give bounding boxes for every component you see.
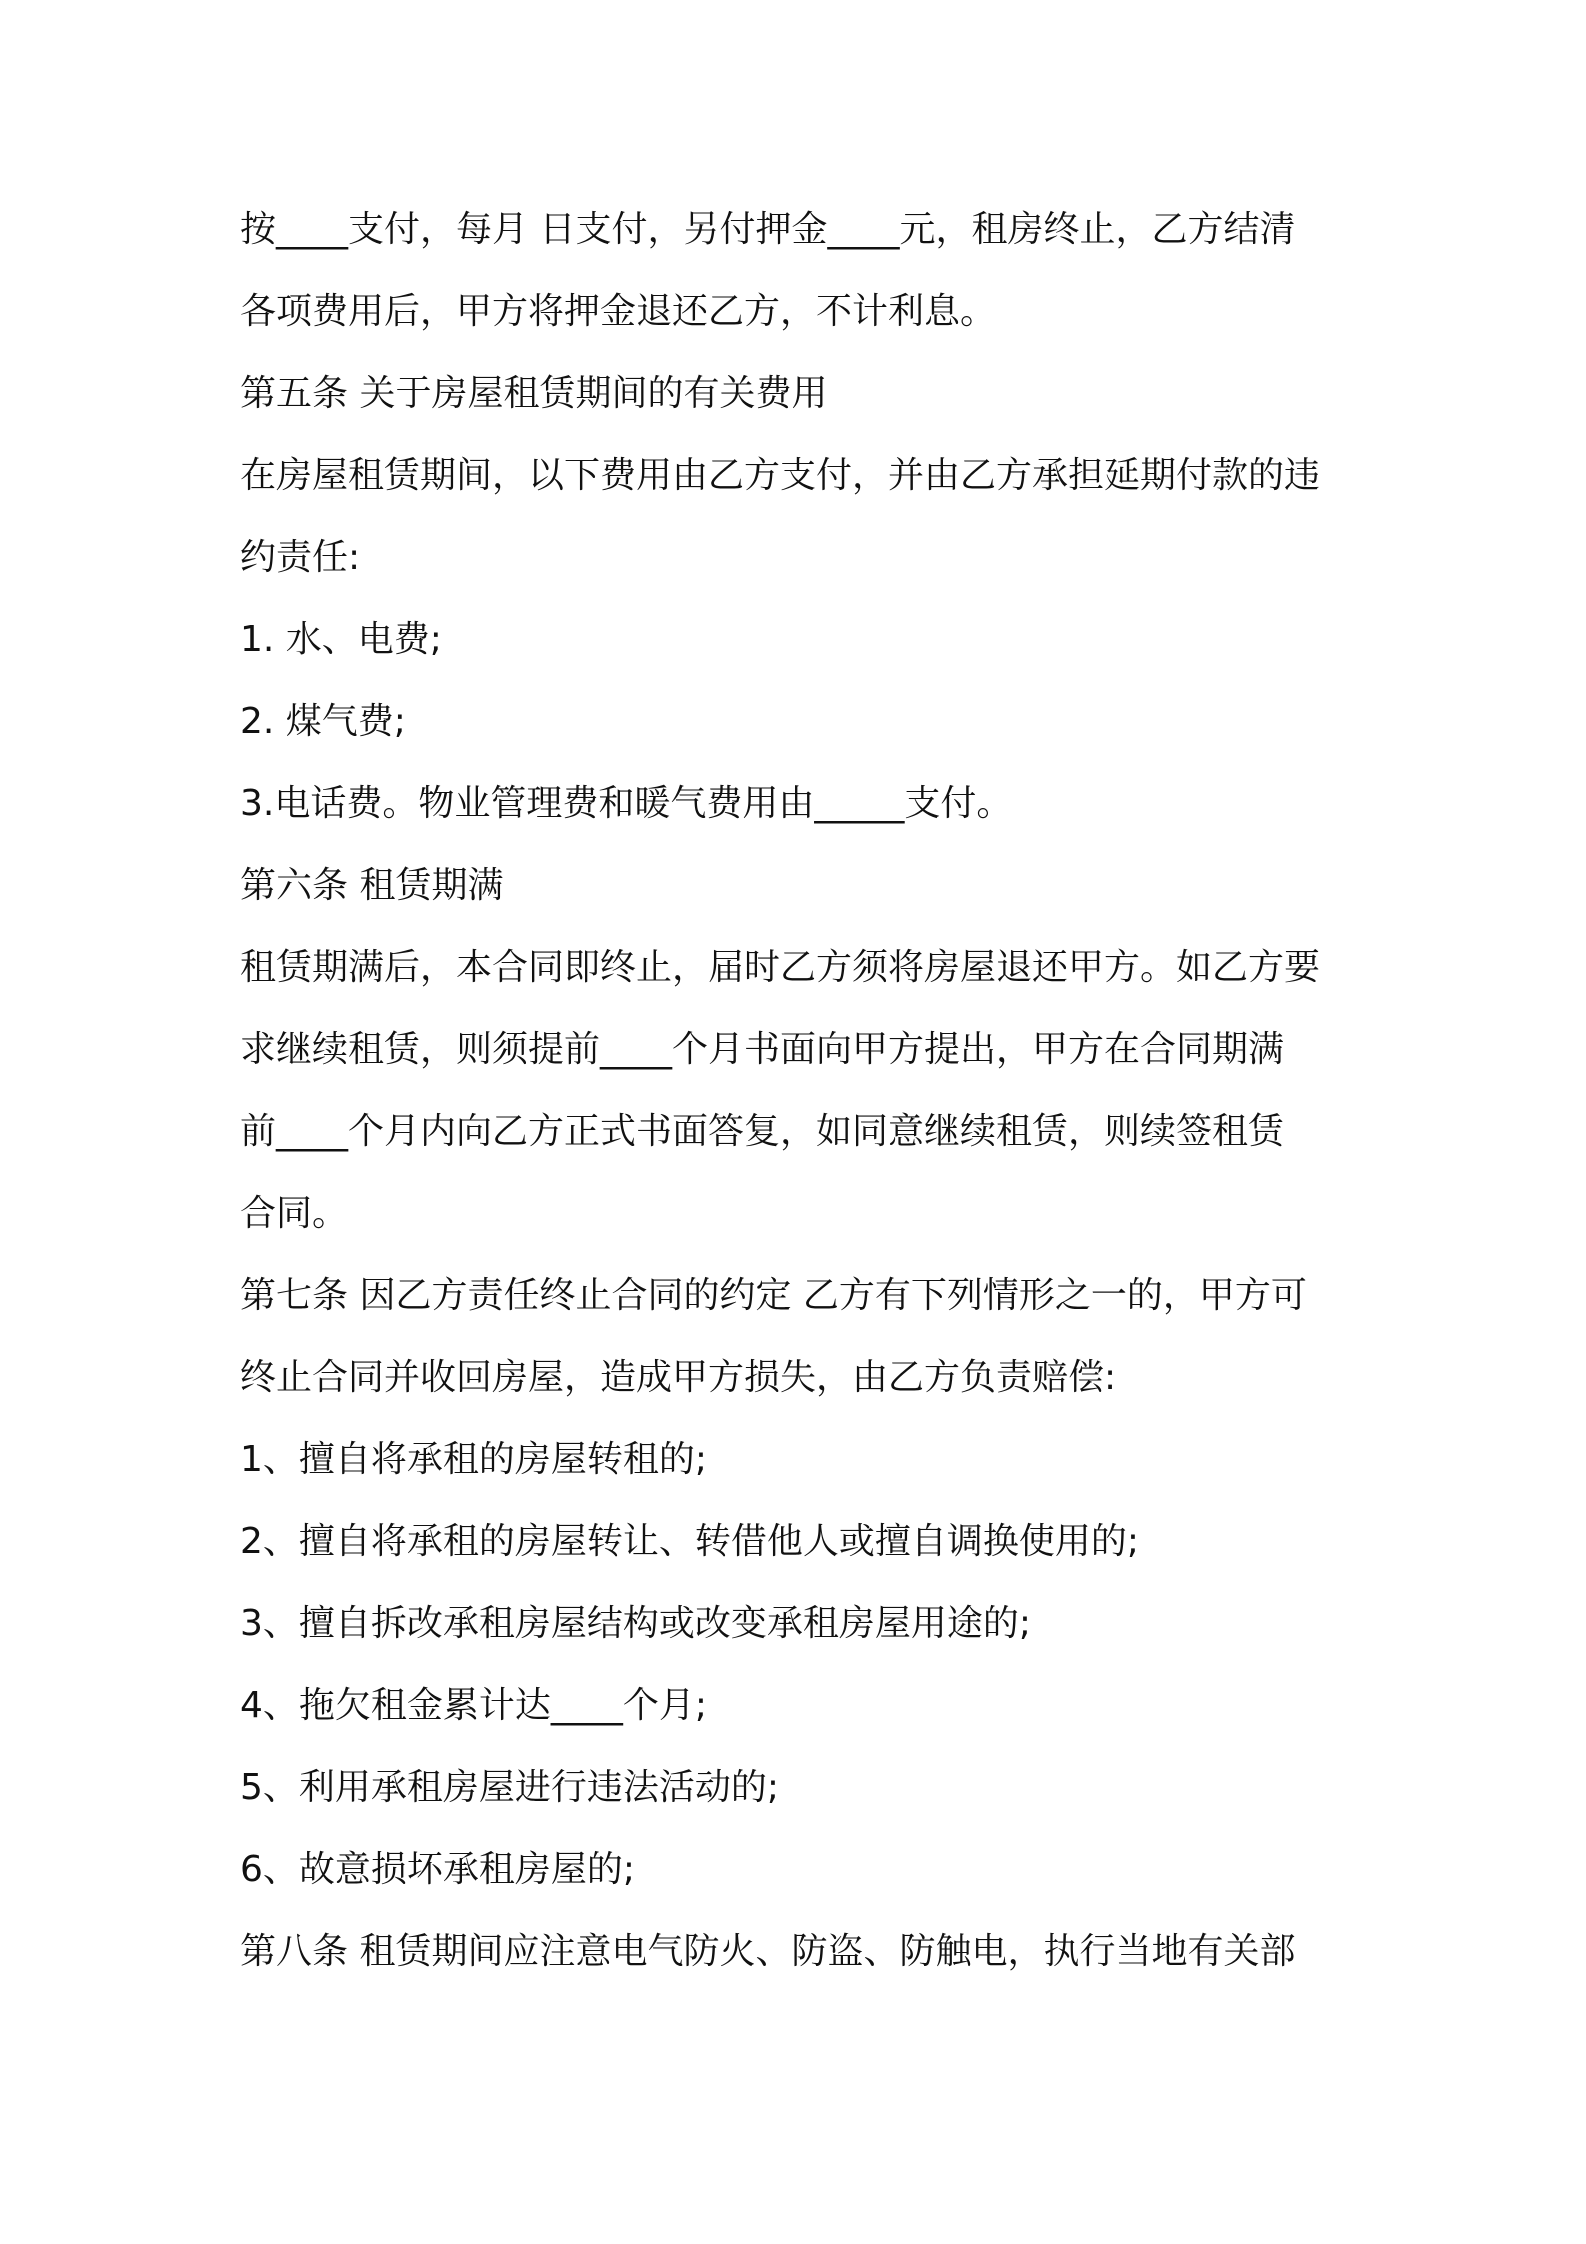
list-item: 1. 水、电费;: [240, 619, 442, 660]
list-item: 2. 煤气费;: [240, 701, 406, 742]
text-line: 前____个月内向乙方正式书面答复，如同意继续租赁，则续签租赁: [240, 1111, 1285, 1152]
text-line: 约责任:: [240, 537, 361, 578]
list-item: 1、擅自将承租的房屋转租的;: [240, 1439, 708, 1480]
text-line: 租赁期满后，本合同即终止，届时乙方须将房屋退还甲方。如乙方要: [240, 947, 1321, 988]
text-line: 终止合同并收回房屋，造成甲方损失，由乙方负责赔偿:: [240, 1357, 1117, 1398]
text-line: 求继续租赁，则须提前____个月书面向甲方提出，甲方在合同期满: [240, 1029, 1285, 1070]
text-line: 合同。: [240, 1193, 349, 1234]
list-item: 2、擅自将承租的房屋转让、转借他人或擅自调换使用的;: [240, 1521, 1140, 1562]
list-item: 6、故意损坏承租房屋的;: [240, 1849, 636, 1890]
list-item: 4、拖欠租金累计达____个月;: [240, 1685, 708, 1726]
list-item: 3.电话费。物业管理费和暖气费用由_____支付。: [240, 783, 1013, 824]
list-item: 5、利用承租房屋进行违法活动的;: [240, 1767, 780, 1808]
section-heading: 第七条 因乙方责任终止合同的约定 乙方有下列情形之一的，甲方可: [240, 1275, 1307, 1316]
section-heading: 第六条 租赁期满: [240, 865, 504, 906]
section-heading: 第八条 租赁期间应注意电气防火、防盗、防触电，执行当地有关部: [240, 1931, 1296, 1972]
section-heading: 第五条 关于房屋租赁期间的有关费用: [240, 373, 828, 414]
text-line: 各项费用后，甲方将押金退还乙方，不计利息。: [240, 291, 997, 332]
text-line: 在房屋租赁期间，以下费用由乙方支付，并由乙方承担延期付款的违: [240, 455, 1321, 496]
list-item: 3、擅自拆改承租房屋结构或改变承租房屋用途的;: [240, 1603, 1032, 1644]
text-line: 按____支付，每月 日支付，另付押金____元，租房终止，乙方结清: [240, 209, 1296, 250]
